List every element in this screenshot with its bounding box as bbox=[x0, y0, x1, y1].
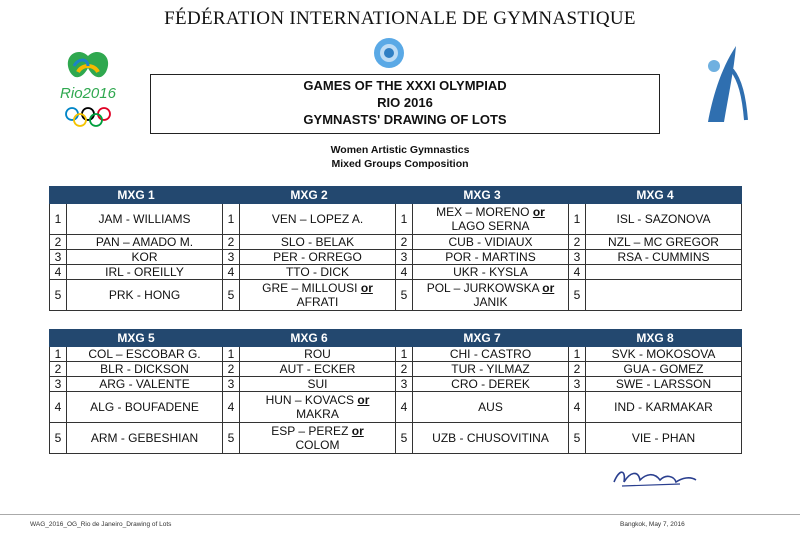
signature-icon bbox=[610, 462, 700, 492]
subtitle-discipline: Women Artistic Gymnastics bbox=[330, 144, 470, 156]
draw-number: 3 bbox=[396, 377, 413, 392]
draw-number: 2 bbox=[569, 362, 586, 377]
subtitle-composition: Mixed Groups Composition bbox=[331, 158, 469, 170]
footer-document-id: WAG_2016_OG_Rio de Janeiro_Drawing of Lots bbox=[30, 521, 172, 528]
table-row bbox=[50, 377, 742, 392]
page-footer bbox=[0, 514, 800, 537]
gymnast-cell: COL – ESCOBAR G. bbox=[67, 347, 223, 362]
draw-number: 4 bbox=[50, 392, 67, 423]
draw-number: 2 bbox=[396, 362, 413, 377]
gymnast-cell: SWE - LARSSON bbox=[586, 377, 742, 392]
gymnast-cell bbox=[240, 280, 396, 311]
draw-number: 4 bbox=[396, 265, 413, 280]
draw-number: 4 bbox=[569, 265, 586, 280]
gymnast-cell: PRK - HONG bbox=[67, 280, 223, 311]
gymnast-cell: ARG - VALENTE bbox=[67, 377, 223, 392]
draw-number: 2 bbox=[223, 362, 240, 377]
groups-table-2 bbox=[49, 329, 742, 454]
gymnast-cell: SLO - BELAK bbox=[240, 235, 396, 250]
gymnast-cell: SUI bbox=[240, 377, 396, 392]
draw-number: 2 bbox=[223, 235, 240, 250]
draw-number: 5 bbox=[50, 423, 67, 454]
draw-number: 3 bbox=[396, 250, 413, 265]
draw-number: 3 bbox=[50, 250, 67, 265]
draw-number: 5 bbox=[569, 423, 586, 454]
gymnast-cell: UZB - CHUSOVITINA bbox=[413, 423, 569, 454]
gymnast-cell: NZL – MC GREGOR bbox=[586, 235, 742, 250]
draw-number: 4 bbox=[223, 265, 240, 280]
gymnast-name: ESP – PEREZ bbox=[271, 424, 349, 438]
gymnast-name: HUN – KOVACS bbox=[265, 393, 355, 407]
gymnast-cell: IND - KARMAKAR bbox=[586, 392, 742, 423]
gymnast-cell: TUR - YILMAZ bbox=[413, 362, 569, 377]
fig-emblem-icon bbox=[372, 36, 406, 70]
event-header-line2: RIO 2016 bbox=[377, 95, 433, 110]
table-row bbox=[50, 362, 742, 377]
gymnast-cell: ALG - BOUFADENE bbox=[67, 392, 223, 423]
gymnast-alternate: JANIK bbox=[473, 295, 508, 309]
draw-number: 2 bbox=[396, 235, 413, 250]
gymnast-cell: PER - ORREGO bbox=[240, 250, 396, 265]
group-header: MXG 7 bbox=[396, 330, 569, 347]
draw-number: 3 bbox=[223, 250, 240, 265]
draw-number: 2 bbox=[569, 235, 586, 250]
gymnast-cell: ARM - GEBESHIAN bbox=[67, 423, 223, 454]
svg-text:Rio2016: Rio2016 bbox=[60, 85, 116, 102]
gymnast-cell: AUS bbox=[413, 392, 569, 423]
draw-number: 3 bbox=[569, 377, 586, 392]
table-row bbox=[50, 204, 742, 235]
group-header: MXG 3 bbox=[396, 187, 569, 204]
table-header-row bbox=[50, 187, 742, 204]
gymnast-cell: VIE - PHAN bbox=[586, 423, 742, 454]
group-header: MXG 5 bbox=[50, 330, 223, 347]
or-separator: or bbox=[542, 281, 555, 295]
gymnast-cell: CHI - CASTRO bbox=[413, 347, 569, 362]
groups-table-1 bbox=[49, 186, 742, 311]
gymnast-cell: SVK - MOKOSOVA bbox=[586, 347, 742, 362]
gymnast-cell bbox=[586, 280, 742, 311]
draw-number: 4 bbox=[569, 392, 586, 423]
federation-title: FÉDÉRATION INTERNATIONALE DE GYMNASTIQUE bbox=[164, 8, 636, 29]
draw-number: 1 bbox=[396, 347, 413, 362]
group-header: MXG 8 bbox=[569, 330, 742, 347]
draw-number: 5 bbox=[50, 280, 67, 311]
gymnast-name: POL – JURKOWSKA bbox=[426, 281, 539, 295]
table-row bbox=[50, 265, 742, 280]
table-row bbox=[50, 235, 742, 250]
table-row bbox=[50, 392, 742, 423]
draw-number: 3 bbox=[50, 377, 67, 392]
gymnast-cell: KOR bbox=[67, 250, 223, 265]
or-separator: or bbox=[360, 281, 373, 295]
gymnast-cell: IRL - OREILLY bbox=[67, 265, 223, 280]
gymnast-cell: CRO - DEREK bbox=[413, 377, 569, 392]
or-separator: or bbox=[357, 393, 370, 407]
event-header-line1: GAMES OF THE XXXI OLYMPIAD bbox=[303, 78, 507, 93]
draw-number: 1 bbox=[396, 204, 413, 235]
draw-number: 4 bbox=[396, 392, 413, 423]
gymnast-cell: UKR - KYSLA bbox=[413, 265, 569, 280]
gymnast-cell: PAN – AMADO M. bbox=[67, 235, 223, 250]
draw-number: 5 bbox=[223, 280, 240, 311]
gymnast-cell: VEN – LOPEZ A. bbox=[240, 204, 396, 235]
group-header: MXG 2 bbox=[223, 187, 396, 204]
gymnast-cell: AUT - ECKER bbox=[240, 362, 396, 377]
draw-number: 1 bbox=[569, 204, 586, 235]
draw-number: 5 bbox=[569, 280, 586, 311]
draw-number: 2 bbox=[50, 235, 67, 250]
draw-number: 4 bbox=[223, 392, 240, 423]
gymnast-cell bbox=[240, 392, 396, 423]
gymnast-cell: RSA - CUMMINS bbox=[586, 250, 742, 265]
event-header-line3: GYMNASTS' DRAWING OF LOTS bbox=[303, 112, 507, 127]
draw-number: 5 bbox=[396, 423, 413, 454]
draw-number: 3 bbox=[223, 377, 240, 392]
gymnast-alternate: LAGO SERNA bbox=[451, 219, 530, 233]
group-header: MXG 4 bbox=[569, 187, 742, 204]
draw-number: 4 bbox=[50, 265, 67, 280]
table-header-row bbox=[50, 330, 742, 347]
gymnast-cell: BLR - DICKSON bbox=[67, 362, 223, 377]
gymnast-cell bbox=[240, 423, 396, 454]
gymnast-cell bbox=[413, 204, 569, 235]
gymnast-alternate: AFRATI bbox=[296, 295, 339, 309]
draw-number: 1 bbox=[223, 204, 240, 235]
gymnast-cell bbox=[413, 280, 569, 311]
draw-number: 5 bbox=[223, 423, 240, 454]
draw-number: 1 bbox=[50, 204, 67, 235]
table-row bbox=[50, 423, 742, 454]
gymnast-name: MEX – MORENO bbox=[436, 205, 530, 219]
table-row bbox=[50, 280, 742, 311]
gymnast-cell: CUB - VIDIAUX bbox=[413, 235, 569, 250]
gymnast-alternate: COLOM bbox=[295, 438, 340, 452]
gymnast-cell: ISL - SAZONOVA bbox=[586, 204, 742, 235]
gymnast-cell: POR - MARTINS bbox=[413, 250, 569, 265]
table-row bbox=[50, 250, 742, 265]
gymnast-cell: TTO - DICK bbox=[240, 265, 396, 280]
or-separator: or bbox=[532, 205, 545, 219]
gymnast-name: GRE – MILLOUSI bbox=[262, 281, 358, 295]
or-separator: or bbox=[351, 424, 364, 438]
draw-number: 5 bbox=[396, 280, 413, 311]
draw-number: 1 bbox=[50, 347, 67, 362]
gymnast-alternate: MAKRA bbox=[296, 407, 339, 421]
draw-number: 1 bbox=[569, 347, 586, 362]
gymnast-cell: ROU bbox=[240, 347, 396, 362]
table-row bbox=[50, 347, 742, 362]
draw-number: 3 bbox=[569, 250, 586, 265]
footer-place-date: Bangkok, May 7, 2016 bbox=[620, 521, 685, 528]
gymnast-cell bbox=[586, 265, 742, 280]
group-header: MXG 1 bbox=[50, 187, 223, 204]
gymnast-cell: GUA - GOMEZ bbox=[586, 362, 742, 377]
draw-number: 2 bbox=[50, 362, 67, 377]
rio-2016-logo bbox=[48, 42, 128, 138]
fig-gymnast-logo bbox=[702, 40, 754, 126]
draw-number: 1 bbox=[223, 347, 240, 362]
group-header: MXG 6 bbox=[223, 330, 396, 347]
gymnast-cell: JAM - WILLIAMS bbox=[67, 204, 223, 235]
event-header-box bbox=[150, 74, 660, 134]
